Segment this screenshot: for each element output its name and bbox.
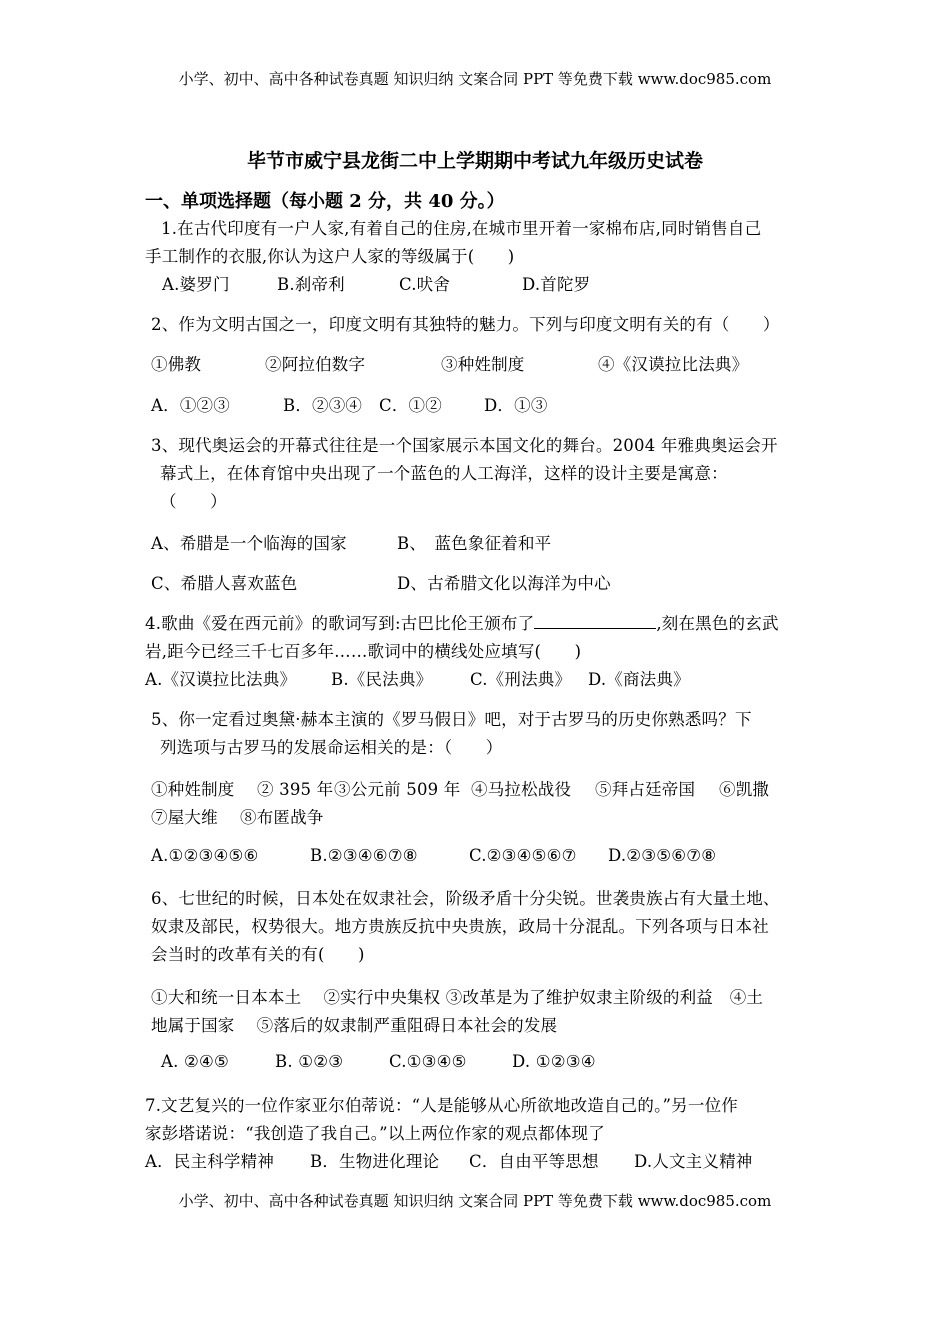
q1-line1: 1.在古代印度有一户人家,有着自己的住房,在城市里开着一家棉布店,同时销售自己 (161, 219, 762, 238)
q3-line1: 3、现代奥运会的开幕式往往是一个国家展示本国文化的舞台。2004 年雅典奥运会开 (151, 436, 778, 455)
section-heading: 一、单项选择题（每小题 2 分，共 40 分。） (145, 191, 505, 212)
q6-option-d: D. ①②③④ (512, 1052, 596, 1071)
q3-option-a: A、希腊是一个临海的国家 (151, 534, 347, 553)
q2-item-1: ①佛教 (151, 355, 202, 374)
q4-line1-end: ,刻在黑色的玄武 (656, 614, 779, 633)
q7-option-b: B．生物进化理论 (310, 1152, 440, 1171)
q2-line1: 2、作为文明古国之一，印度文明有其独特的魅力。下列与印度文明有关的有（ ） (151, 315, 780, 334)
q2-item-3: ③种姓制度 (441, 355, 525, 374)
q5-item-7: ⑦屋大维 (151, 808, 218, 827)
q2-item-2: ②阿拉伯数字 (265, 355, 366, 374)
q3-option-d: D、古希腊文化以海洋为中心 (397, 574, 611, 593)
q5-option-b: B.②③④⑥⑦⑧ (310, 846, 418, 865)
q1-option-c: C.吠舍 (399, 275, 451, 294)
q4-line1 (145, 610, 779, 634)
q2-option-a: A．①②③ (151, 396, 230, 415)
q5-item-2: ② 395 年 (257, 780, 334, 799)
q5-item-5: ⑤拜占廷帝国 (595, 780, 696, 799)
q6-items-line2: 地属于国家 ⑤落后的奴隶制严重阻碍日本社会的发展 (151, 1016, 558, 1035)
q4-line2: 岩,距今已经三千七百多年……歌词中的横线处应填写( ) (145, 642, 582, 661)
q3-line2: 幕式上，在体育馆中央出现了一个蓝色的人工海洋，这样的设计主要是寓意： (160, 464, 728, 483)
q3-option-c: C、希腊人喜欢蓝色 (151, 574, 298, 593)
q5-option-a: A.①②③④⑤⑥ (151, 846, 259, 865)
q7-line2: 家彭塔诺说：“我创造了我自己。”以上两位作家的观点都体现了 (145, 1124, 605, 1143)
q3-option-b: B、 蓝色象征着和平 (397, 534, 552, 553)
q5-line1: 5、你一定看过奥黛·赫本主演的《罗马假日》吧，对于古罗马的历史你熟悉吗？下 (151, 710, 752, 729)
q4-option-d: D.《商法典》 (588, 670, 690, 689)
q4-option-b: B.《民法典》 (331, 670, 433, 689)
q1-line2: 手工制作的衣服,你认为这户人家的等级属于( ) (145, 247, 515, 266)
page-header: 小学、初中、高中各种试卷真题 知识归纳 文案合同 PPT 等免费下载 www.doc985.com (178, 70, 772, 88)
q6-items-line1: ①大和统一日本本土 ②实行中央集权 ③改革是为了维护奴隶主阶级的利益 ④土 (151, 988, 764, 1007)
q2-option-d: D．①③ (484, 396, 548, 415)
q5-item-6: ⑥凯撒 (719, 780, 770, 799)
q5-option-d: D.②③⑤⑥⑦⑧ (608, 846, 717, 865)
q6-option-b: B. ①②③ (275, 1052, 344, 1071)
q6-line1: 6、七世纪的时候，日本处在奴隶社会，阶级矛盾十分尖锐。世袭贵族占有大量土地、 (151, 889, 780, 908)
q4-line1-start: 4.歌曲《爱在西元前》的歌词写到:古巴比伦王颁布了 (145, 614, 535, 633)
q6-option-a: A. ②④⑤ (161, 1052, 229, 1071)
q5-item-1: ①种姓制度 (151, 780, 235, 799)
q2-option-c: C．①② (379, 396, 442, 415)
q7-option-d: D.人文主义精神 (634, 1152, 753, 1171)
q7-option-c: C．自由平等思想 (469, 1152, 599, 1171)
q6-line2: 奴隶及部民，权势很大。地方贵族反抗中央贵族，政局十分混乱。下列各项与日本社 (151, 917, 769, 936)
q5-item-8: ⑧布匿战争 (240, 808, 324, 827)
exam-title: 毕节市威宁县龙街二中上学期期中考试九年级历史试卷 (246, 150, 703, 172)
q4-option-a: A.《汉谟拉比法典》 (145, 670, 297, 689)
answer-blank (534, 614, 656, 629)
q6-line3: 会当时的改革有关的有( ) (151, 945, 365, 964)
q5-option-c: C.②③④⑤⑥⑦ (469, 846, 577, 865)
q5-item-4: ④马拉松战役 (471, 780, 572, 799)
q7-line1: 7.文艺复兴的一位作家亚尔伯蒂说：“人是能够从心所欲地改造自己的。”另一位作 (145, 1096, 738, 1115)
q4-option-c: C.《刑法典》 (470, 670, 572, 689)
q1-option-a: A.婆罗门 (162, 275, 230, 294)
q5-line2: 列选项与古罗马的发展命运相关的是：（ ） (160, 738, 503, 757)
page-footer: 小学、初中、高中各种试卷真题 知识归纳 文案合同 PPT 等免费下载 www.doc985.com (178, 1192, 772, 1210)
q2-option-b: B．②③④ (283, 396, 363, 415)
q1-option-b: B.刹帝利 (277, 275, 345, 294)
q6-option-c: C.①③④⑤ (389, 1052, 467, 1071)
q7-option-a: A．民主科学精神 (145, 1152, 275, 1171)
q5-item-3: ③公元前 509 年 (334, 780, 461, 799)
q1-option-d: D.首陀罗 (522, 275, 591, 294)
q2-item-4: ④《汉谟拉比法典》 (598, 355, 749, 374)
q3-line3: （ ） (160, 492, 227, 511)
